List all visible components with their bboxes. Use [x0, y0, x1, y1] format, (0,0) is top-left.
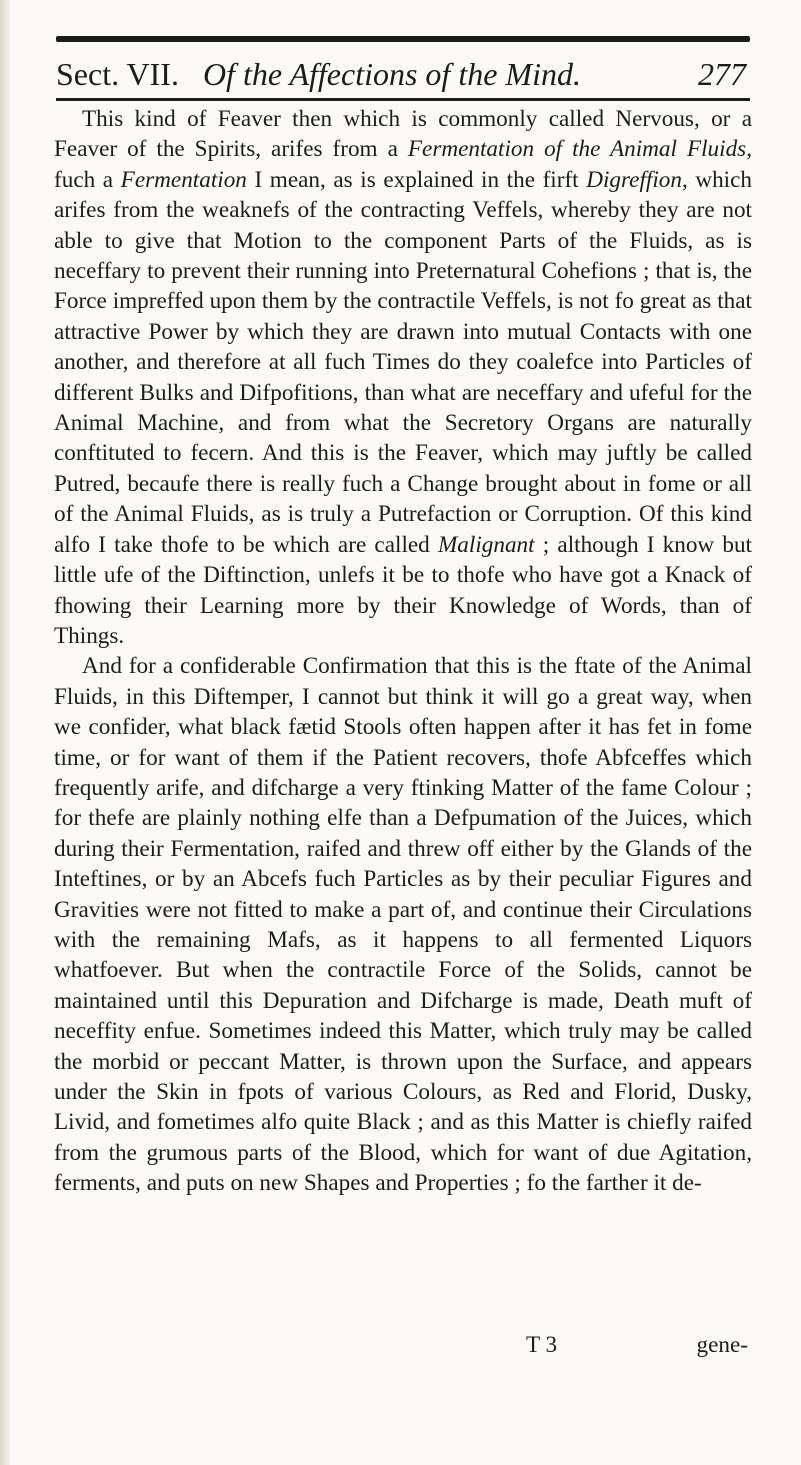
italic-run: Fermentation	[120, 166, 247, 193]
signature-mark: T 3	[526, 1332, 558, 1358]
page-number: 277	[698, 56, 746, 92]
text-run: , which arifes from the weaknefs of the contracting Veffels, whereby they are not able to give that Motion to the component Parts of the Fluids, as is neceffary to prevent their running into Preternatural Cohefions ; that is, the Force impreffed upon them by the contractile Veffels, is not fo great as that attractive Power by which they are drawn into mutual Contacts with one another, and therefore at all fuch Times do they coalefce into Particles of different Bulks and Difpofitions, than what are neceffary and ufeful for the Animal Machine, and from what the Secretory Organs are naturally conftituted to fecern. And this is the Feaver, which may juftly be called Putred, becaufe there is really fuch a Change brought about in fome or all of the Animal Fluids, as is truly a Putrefaction or Corruption. Of this kind alfo I take thofe to be which are called	[54, 166, 753, 558]
italic-run: Fermentation of the Animal Fluids	[407, 136, 747, 163]
italic-run: Malignant	[437, 531, 535, 558]
header-line	[56, 52, 746, 96]
paragraph-1	[54, 104, 752, 651]
page-binding-edge	[0, 0, 10, 1465]
catchword: gene-	[696, 1332, 748, 1358]
italic-run: Digreffion	[586, 166, 682, 193]
running-header	[50, 36, 750, 96]
section-label: Sect. VII.	[56, 56, 179, 92]
text-run: ; although I know but little ufe of the Diftinction, unlefs it be to thofe who have got a Knack of fhowing their Learning more by their Knowledge of Words, than of Things.	[54, 531, 752, 649]
running-title: Of the Affections of the Mind.	[202, 56, 581, 92]
text-run: I mean, as is explained in the firft	[246, 166, 587, 193]
paragraph-2: And for a confiderable Confirmation that this is the ftate of the Animal Fluids, in this Diftemper, I cannot but think it will go a great way, when we confider, what black fætid Stools often happen after it has fet in fome time, or for want of them if the Patient recovers, thofe Abfceffes which frequently arife, and difcharge a very ftinking Matter of the fame Colour ; for thefe are plainly nothing elfe than a Defpumation of the Juices, which during their Fermentation, raifed and threw off either by the Glands of the Inteftines, or by an Abcefs fuch Particles as by their peculiar Figures and Gravities were not fitted to make a part of, and continue their Circulations with the remaining Mafs, as it happens to all fermented Liquors whatfoever. But when the contractile Force of the Solids, cannot be maintained until this Depuration and Difcharge is made, Death muft of neceffity enfue. Sometimes indeed this Matter, which truly may be called the morbid or peccant Matter, is thrown upon the Surface, and appears under the Skin in fpots of various Colours, as Red and Florid, Dusky, Livid, and fometimes alfo quite Black ; and as this Matter is chiefly raifed from the grumous parts of the Blood, which for want of due Agitation, ferments, and puts on new Shapes and Properties ; fo the farther it de-	[54, 653, 752, 1197]
body-text	[54, 104, 752, 1199]
top-rule	[56, 36, 750, 42]
header-rule	[56, 98, 750, 101]
text-run: , fuch a	[54, 136, 753, 193]
page-footer	[54, 1330, 752, 1360]
text-run: This kind of Feaver then which is commonly called Nervous, or a Feaver of the Spirits, arifes from a	[54, 106, 752, 163]
